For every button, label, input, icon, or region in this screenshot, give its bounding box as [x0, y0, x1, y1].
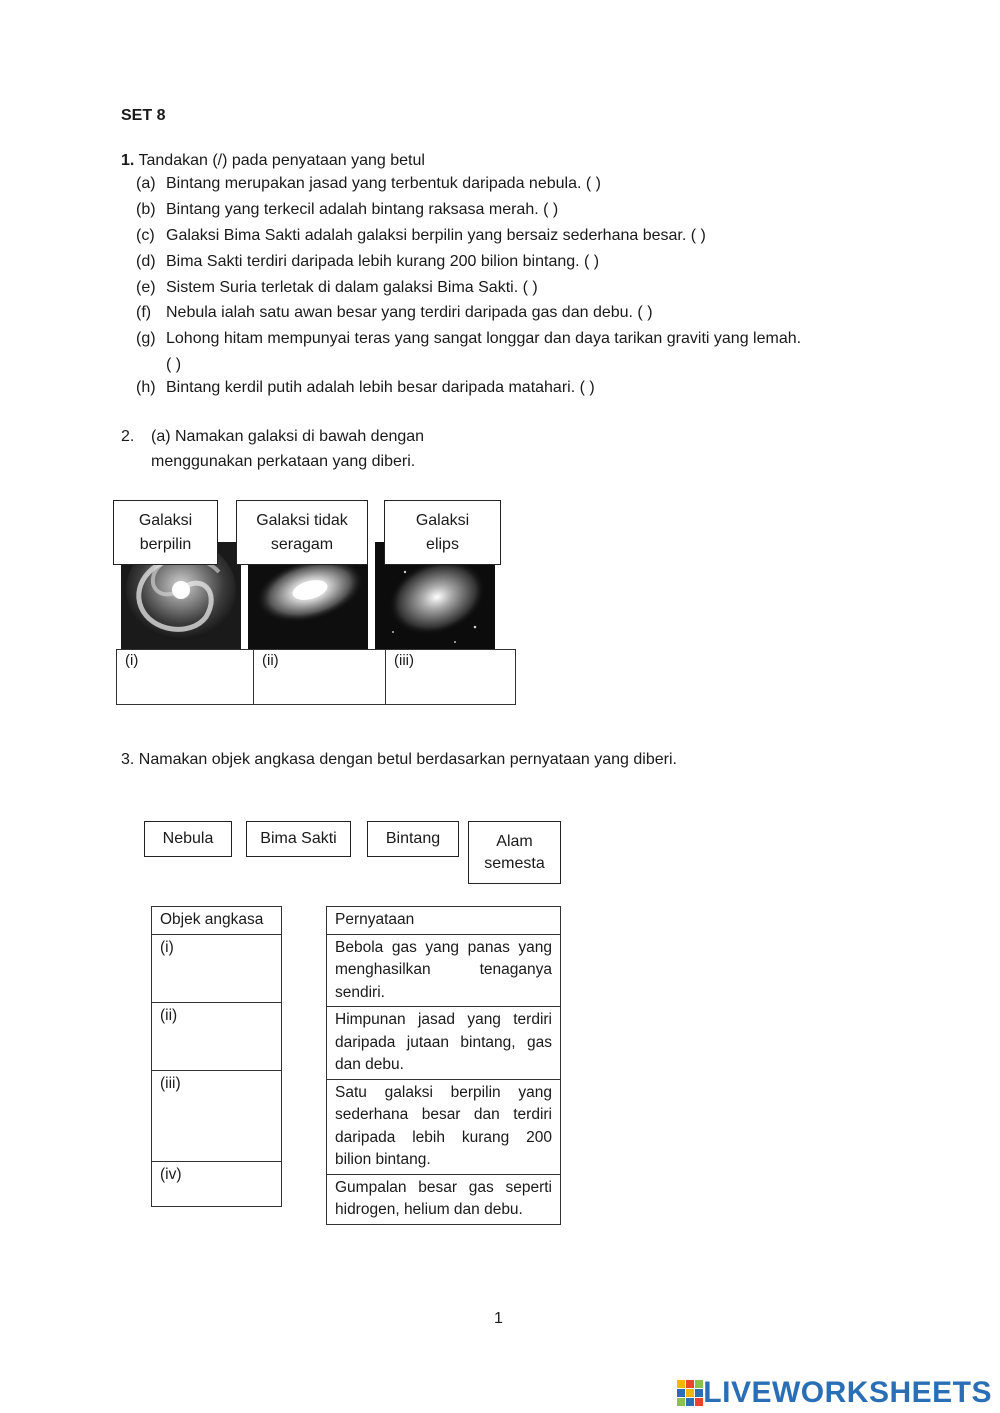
page-number: 1	[494, 1310, 503, 1327]
q1-item-text: Bintang merupakan jasad yang terbentuk daripada nebula. ( )	[166, 175, 601, 192]
q2-instruction-line1: (a) Namakan galaksi di bawah dengan	[151, 428, 425, 445]
q1-item-text: Galaksi Bima Sakti adalah galaksi berpilin yang bersaiz sederhana besar. ( )	[166, 227, 706, 244]
word-box-bima-sakti[interactable]	[246, 821, 351, 857]
q1-item-b	[136, 201, 558, 219]
answer-label: (ii)	[262, 652, 279, 669]
statement-table	[326, 906, 561, 1225]
galaxy-word-spiral[interactable]	[113, 500, 218, 565]
answer-box-ii[interactable]	[253, 649, 386, 705]
galaxy-word-line2: elips	[426, 536, 459, 553]
statement-cell: Bebola gas yang panas yang menghasilkan tenaganya sendiri.	[327, 934, 561, 1007]
word-box-text: Bima Sakti	[260, 830, 337, 847]
galaxy-word-line1: Galaksi	[415, 512, 470, 529]
object-row-label: (iv)	[160, 1165, 182, 1183]
object-answer-table	[151, 906, 282, 1207]
galaxy-word-line1: Galaksi tidak	[256, 512, 348, 529]
q1-item-e	[136, 279, 538, 297]
object-row-label: (i)	[160, 938, 174, 956]
q3-instruction: 3. Namakan objek angkasa dengan betul berdasarkan pernyataan yang diberi.	[121, 751, 677, 768]
q1-number: 1.	[121, 152, 135, 169]
q1-heading	[121, 152, 425, 170]
object-row-label: (iii)	[160, 1074, 181, 1092]
q1-item-c	[136, 227, 706, 245]
object-answer-cell-ii[interactable]	[152, 1002, 282, 1070]
q1-item-g-continued	[136, 356, 181, 374]
q1-item-label: (c)	[136, 227, 155, 244]
set-title: SET 8	[121, 107, 166, 124]
q2-number: 2.	[121, 428, 135, 445]
q1-item-label: (f)	[136, 304, 152, 321]
word-box-alam-semesta[interactable]	[468, 821, 561, 884]
q1-item-h	[136, 379, 595, 397]
word-box-text: Bintang	[385, 830, 441, 847]
q1-item-label: (h)	[136, 379, 156, 396]
word-box-text: Alam	[496, 833, 533, 850]
object-row-label: (ii)	[160, 1006, 178, 1024]
liveworksheets-logo	[677, 1376, 992, 1410]
answer-box-iii[interactable]	[385, 649, 516, 705]
q1-item-text: Bintang yang terkecil adalah bintang raksasa merah. ( )	[166, 201, 559, 218]
object-answer-cell-i[interactable]	[152, 934, 282, 1002]
word-box-text: Nebula	[162, 830, 214, 847]
word-box-text-line2: semesta	[484, 855, 545, 872]
q1-item-text: Bima Sakti terdiri daripada lebih kurang 200 bilion bintang. ( )	[166, 253, 600, 270]
galaxy-word-line2: berpilin	[139, 536, 192, 553]
galaxy-word-line1: Galaksi	[138, 512, 193, 529]
q1-instruction: Tandakan (/) pada penyataan yang betul	[138, 152, 425, 169]
word-box-bintang[interactable]	[367, 821, 459, 857]
object-answer-cell-iii[interactable]	[152, 1070, 282, 1161]
q1-item-label: (a)	[136, 175, 156, 192]
statement-cell: Himpunan jasad yang terdiri daripada jutaan bintang, gas dan debu.	[327, 1007, 561, 1080]
q1-item-label: (e)	[136, 279, 156, 296]
q1-item-text: ( )	[166, 356, 182, 373]
answer-label: (i)	[125, 652, 139, 669]
q1-item-f	[136, 304, 653, 322]
q1-item-text: Sistem Suria terletak di dalam galaksi Bima Sakti. ( )	[166, 279, 538, 296]
galaxy-word-irregular[interactable]	[236, 500, 368, 565]
word-box-nebula[interactable]	[144, 821, 232, 857]
object-header: Objek angkasa	[152, 907, 282, 935]
galaxy-word-elliptical[interactable]	[384, 500, 501, 565]
object-answer-cell-iv[interactable]	[152, 1161, 282, 1206]
answer-box-i[interactable]	[116, 649, 254, 705]
q1-item-a	[136, 175, 601, 193]
galaxy-word-line2: seragam	[270, 536, 334, 553]
logo-text: LIVEWORKSHEETS	[703, 1376, 992, 1409]
q1-item-text: Lohong hitam mempunyai teras yang sangat longgar dan daya tarikan graviti yang lemah.	[166, 330, 802, 347]
statement-header: Pernyataan	[327, 907, 561, 935]
q1-item-text: Nebula ialah satu awan besar yang terdiri daripada gas dan debu. ( )	[166, 304, 653, 321]
q1-item-label: (g)	[136, 330, 156, 347]
q1-item-text: Bintang kerdil putih adalah lebih besar daripada matahari. ( )	[166, 379, 595, 396]
statement-cell: Gumpalan besar gas seperti hidrogen, helium dan debu.	[327, 1174, 561, 1224]
q1-item-label: (d)	[136, 253, 156, 270]
liveworksheets-logo-icon	[677, 1380, 703, 1406]
q1-item-label: (b)	[136, 201, 156, 218]
statement-cell: Satu galaksi berpilin yang sederhana besar dan terdiri daripada lebih kurang 200 bilion bintang.	[327, 1079, 561, 1174]
q1-item-d	[136, 253, 599, 271]
q2-instruction-line2: menggunakan perkataan yang diberi.	[151, 453, 416, 470]
q1-item-g	[136, 330, 801, 348]
answer-label: (iii)	[394, 652, 414, 669]
